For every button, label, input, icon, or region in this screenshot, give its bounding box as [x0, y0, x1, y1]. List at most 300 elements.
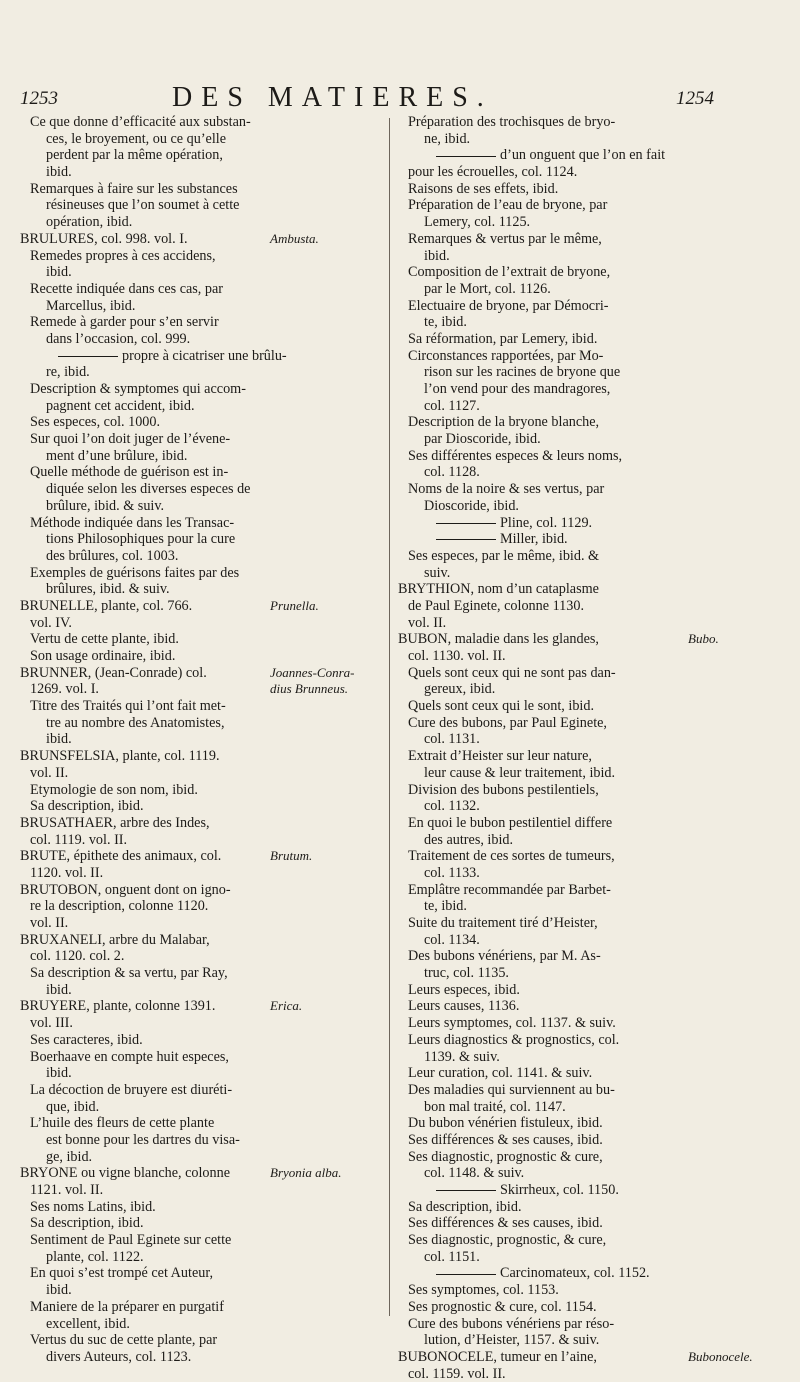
index-entry-line — [20, 1115, 382, 1132]
entry-text: BRUTOBON, onguent dont on igno- — [20, 881, 231, 898]
running-title: DES MATIERES. — [172, 82, 493, 113]
entry-text: est bonne pour les dartres du visa- — [46, 1131, 240, 1148]
index-entry-line — [20, 1015, 382, 1032]
index-entry-heading — [20, 1165, 382, 1182]
index-entry-line — [398, 298, 776, 315]
index-entry-line — [398, 915, 776, 932]
index-entry-line — [20, 248, 382, 265]
index-entry-line — [20, 431, 382, 448]
ditto-dash — [436, 539, 496, 540]
index-entry-line — [20, 331, 382, 348]
index-entry-line — [398, 264, 776, 281]
entry-text: Pline, col. 1129. — [500, 514, 593, 531]
entry-text: Préparation de l’eau de bryone, par — [408, 197, 608, 214]
entry-text: Ses especes, par le même, ibid. & — [408, 547, 600, 564]
index-entry-line — [20, 1182, 382, 1199]
index-entry-line — [20, 264, 382, 281]
entry-text: Ses différences & ses causes, ibid. — [408, 1215, 603, 1232]
index-entry-line — [20, 197, 382, 214]
index-entry-line — [20, 715, 382, 732]
index-entry-line — [398, 1032, 776, 1049]
index-entry-line — [20, 314, 382, 331]
entry-text: BRUNSFELSIA, plante, col. 1119. — [20, 748, 220, 765]
index-entry-line — [398, 314, 776, 331]
index-entry-line — [398, 1199, 776, 1216]
entry-text: excellent, ibid. — [46, 1315, 130, 1332]
entry-text: col. 1134. — [424, 931, 480, 948]
index-entry-line — [398, 197, 776, 214]
index-entry-line — [20, 965, 382, 982]
entry-text: Des maladies qui surviennent au bu- — [408, 1081, 615, 1098]
entry-text: ibid. — [46, 1282, 72, 1299]
entry-text: ibid. — [46, 1065, 72, 1082]
entry-text: Ses caracteres, ibid. — [30, 1031, 143, 1048]
entry-text: tions Philosophiques pour la cure — [46, 531, 236, 548]
index-entry-line — [20, 414, 382, 431]
index-entry-line — [20, 1049, 382, 1066]
entry-text: l’on vend pour des mandragores, — [424, 381, 611, 397]
index-entry-line — [20, 1132, 382, 1149]
index-entry-line — [398, 231, 776, 248]
index-entry-line — [398, 248, 776, 265]
entry-text: BUBON, maladie dans les glandes, — [398, 631, 599, 648]
entry-text: vol. IV. — [30, 614, 72, 631]
entry-text: Quelle méthode de guérison est in- — [30, 464, 229, 481]
entry-text: perdent par la même opération, — [46, 147, 223, 164]
entry-text: Remede à garder pour s’en servir — [30, 314, 219, 331]
index-entry-line — [398, 1232, 776, 1249]
entry-text: Extrait d’Heister sur leur nature, — [408, 748, 592, 765]
entry-text: Quels sont ceux qui ne sont pas dan- — [408, 664, 616, 681]
entry-text: lution, d’Heister, 1157. & suiv. — [424, 1332, 600, 1349]
index-entry-line — [398, 464, 776, 481]
index-entry-line — [20, 531, 382, 548]
index-entry-line — [20, 181, 382, 198]
entry-text: divers Auteurs, col. 1123. — [46, 1348, 192, 1365]
index-entry-line — [398, 1165, 776, 1182]
entry-text: En quoi s’est trompé cet Auteur, — [30, 1265, 214, 1282]
index-entry-heading — [20, 598, 382, 615]
entry-text: Son usage ordinaire, ibid. — [30, 648, 176, 664]
entry-text: Composition de l’extrait de bryone, — [408, 264, 611, 281]
index-entry-line — [20, 548, 382, 565]
entry-text: ment d’une brûlure, ibid. — [46, 447, 188, 464]
entry-text: Ses diagnostic, prognostic & cure, — [408, 1148, 603, 1165]
index-entry-line — [398, 1282, 776, 1299]
margin-latin-name: Ambusta. — [270, 230, 319, 246]
margin-latin-name: dius Brunneus. — [270, 681, 348, 697]
entry-text: Titre des Traités qui l’ont fait met- — [30, 698, 226, 715]
index-entry-line — [398, 431, 776, 448]
entry-text: Préparation des trochisques de bryo- — [408, 114, 616, 130]
index-entry-line — [20, 1349, 382, 1366]
entry-text: Ses différentes especes & leurs noms, — [408, 447, 623, 464]
index-entry-line — [20, 498, 382, 515]
entry-text: Exemples de guérisons faites par des — [30, 564, 240, 581]
entry-text: suiv. — [424, 564, 451, 581]
entry-text: ces, le broyement, ou ce qu’elle — [46, 130, 227, 147]
page-number-left: 1253 — [20, 88, 58, 109]
index-entry-heading — [20, 231, 382, 248]
left-column — [20, 114, 382, 1366]
entry-text: pagnent cet accident, ibid. — [46, 397, 195, 414]
margin-latin-name: Joannes-Conra- — [270, 664, 355, 680]
index-entry-line — [398, 882, 776, 899]
index-entry-line — [398, 1332, 776, 1349]
index-entry-line — [398, 865, 776, 882]
entry-text: BRULURES, col. 998. vol. I. — [20, 230, 188, 247]
index-entry-line — [398, 748, 776, 765]
margin-latin-name: Erica. — [270, 998, 303, 1014]
index-entry-line — [398, 1082, 776, 1099]
entry-text: Etymologie de son nom, ibid. — [30, 781, 198, 798]
entry-text: Dioscoride, ibid. — [424, 497, 519, 514]
entry-text: Traitement de ces sortes de tumeurs, — [408, 848, 615, 865]
margin-latin-name: Brutum. — [270, 848, 313, 864]
index-entry-heading — [20, 748, 382, 765]
index-entry-line — [398, 798, 776, 815]
index-entry-line — [398, 1065, 776, 1082]
entry-text: Emplâtre recommandée par Barbet- — [408, 881, 611, 898]
index-entry-line — [20, 898, 382, 915]
entry-text: Sa description, ibid. — [408, 1198, 522, 1215]
index-entry-line — [398, 1115, 776, 1132]
entry-text: tre au nombre des Anatomistes, — [46, 714, 225, 731]
index-entry-line — [20, 1215, 382, 1232]
entry-text: col. 1132. — [424, 798, 480, 815]
index-entry-line — [20, 681, 382, 698]
index-entry-line — [398, 648, 776, 665]
entry-text: résineuses que l’on soumet à cette — [46, 197, 240, 214]
ditto-dash — [58, 356, 118, 357]
index-entry-line — [398, 1265, 776, 1282]
entry-text: Description & symptomes qui accom- — [30, 381, 246, 397]
index-entry-line — [398, 932, 776, 949]
index-entry-line — [398, 481, 776, 498]
index-entry-line — [20, 381, 382, 398]
index-entry-line — [20, 581, 382, 598]
index-entry-line — [398, 615, 776, 632]
entry-text: Carcinomateux, col. 1152. — [500, 1265, 650, 1282]
index-entry-line — [20, 1249, 382, 1266]
entry-text: Recette indiquée dans ces cas, par — [30, 280, 224, 297]
index-entry-line — [398, 348, 776, 365]
index-entry-line — [398, 1182, 776, 1199]
index-entry-line — [398, 1049, 776, 1066]
ditto-dash — [436, 156, 496, 157]
entry-text: Boerhaave en compte huit especes, — [30, 1048, 229, 1065]
entry-text: La décoction de bruyere est diuréti- — [30, 1081, 233, 1098]
index-entry-line — [20, 1282, 382, 1299]
index-entry-line — [398, 398, 776, 415]
index-entry-line — [20, 615, 382, 632]
entry-text: ibid. — [46, 264, 72, 281]
index-entry-line — [20, 1265, 382, 1282]
entry-text: Sa description & sa vertu, par Ray, — [30, 965, 228, 982]
entry-text: brûlures, ibid. & suiv. — [46, 581, 170, 598]
entry-text: d’un onguent que l’on en fait — [500, 147, 666, 164]
index-entry-line — [398, 848, 776, 865]
entry-text: vol. II. — [30, 915, 69, 931]
index-entry-heading — [20, 882, 382, 899]
entry-text: BRUTE, épithete des animaux, col. — [20, 848, 222, 865]
entry-text: ibid. — [46, 981, 72, 998]
index-entry-line — [20, 398, 382, 415]
index-entry-line — [20, 1082, 382, 1099]
index-entry-heading — [398, 1349, 776, 1366]
index-entry-line — [398, 381, 776, 398]
entry-text: Sur quoi l’on doit juger de l’évene- — [30, 431, 231, 448]
index-entry-line — [20, 348, 382, 365]
entry-text: 1139. & suiv. — [424, 1048, 500, 1065]
entry-text: Remarques & vertus par le même, — [408, 230, 602, 247]
index-entry-line — [398, 214, 776, 231]
index-entry-line — [398, 515, 776, 532]
entry-text: diquée selon les diverses especes de — [46, 481, 251, 498]
entry-text: ibid. — [46, 164, 72, 181]
entry-text: plante, col. 1122. — [46, 1248, 144, 1265]
index-entry-line — [398, 1015, 776, 1032]
index-entry-line — [20, 298, 382, 315]
entry-text: des brûlures, col. 1003. — [46, 547, 179, 564]
entry-text: col. 1133. — [424, 864, 480, 881]
entry-text: que, ibid. — [46, 1098, 100, 1115]
index-entry-line — [398, 731, 776, 748]
entry-text: Ses especes, col. 1000. — [30, 414, 161, 431]
entry-text: Sa description, ibid. — [30, 798, 144, 815]
index-entry-line — [20, 1032, 382, 1049]
index-entry-line — [398, 1149, 776, 1166]
entry-text: Leurs symptomes, col. 1137. & suiv. — [408, 1015, 616, 1032]
entry-text: Sentiment de Paul Eginete sur cette — [30, 1232, 232, 1249]
entry-text: BRUXANELI, arbre du Malabar, — [20, 931, 210, 948]
index-entry-line — [20, 1149, 382, 1166]
entry-text: rison sur les racines de bryone que — [424, 364, 621, 381]
index-entry-line — [398, 815, 776, 832]
entry-text: Ce que donne d’efficacité aux substan- — [30, 114, 251, 130]
index-entry-line — [398, 681, 776, 698]
entry-text: BRUYERE, plante, colonne 1391. — [20, 998, 216, 1015]
entry-text: de Paul Eginete, colonne 1130. — [408, 597, 584, 614]
entry-text: col. 1130. vol. II. — [408, 648, 506, 664]
entry-text: 1269. vol. I. — [30, 681, 99, 698]
index-entry-line — [398, 1299, 776, 1316]
entry-text: col. 1151. — [424, 1248, 480, 1265]
entry-text: Ses prognostic & cure, col. 1154. — [408, 1298, 597, 1315]
index-entry-line — [398, 164, 776, 181]
entry-text: Description de la bryone blanche, — [408, 414, 600, 431]
index-entry-line — [20, 147, 382, 164]
entry-text: BUBONOCELE, tumeur en l’aine, — [398, 1348, 597, 1365]
index-entry-line — [398, 832, 776, 849]
entry-text: des autres, ibid. — [424, 831, 514, 848]
index-entry-heading — [20, 848, 382, 865]
entry-text: BRYTHION, nom d’un cataplasme — [398, 581, 599, 598]
index-entry-line — [20, 131, 382, 148]
entry-text: Ses différences & ses causes, ibid. — [408, 1131, 603, 1148]
entry-text: Skirrheux, col. 1150. — [500, 1182, 619, 1198]
entry-text: Cure des bubons vénériens par réso- — [408, 1315, 615, 1332]
index-entry-line — [398, 565, 776, 582]
entry-text: Electuaire de bryone, par Démocri- — [408, 297, 609, 314]
index-entry-line — [398, 665, 776, 682]
index-entry-line — [20, 1232, 382, 1249]
index-entry-line — [398, 782, 776, 799]
index-entry-line — [398, 331, 776, 348]
index-entry-heading — [398, 631, 776, 648]
entry-text: Remarques à faire sur les substances — [30, 180, 238, 197]
index-entry-line — [20, 114, 382, 131]
entry-text: col. 1119. vol. II. — [30, 831, 128, 848]
entry-text: col. 1148. & suiv. — [424, 1165, 525, 1182]
entry-text: Cure des bubons, par Paul Eginete, — [408, 714, 607, 731]
entry-text: gereux, ibid. — [424, 681, 496, 698]
entry-text: vol. II. — [408, 614, 447, 631]
entry-text: Leurs especes, ibid. — [408, 981, 520, 998]
entry-text: col. 1159. vol. II. — [408, 1365, 506, 1382]
index-entry-line — [398, 598, 776, 615]
index-entry-line — [20, 1316, 382, 1333]
index-entry-line — [20, 765, 382, 782]
index-entry-line — [398, 364, 776, 381]
right-column — [398, 114, 776, 1382]
index-entry-line — [398, 948, 776, 965]
entry-text: Maniere de la préparer en purgatif — [30, 1298, 224, 1315]
entry-text: opération, ibid. — [46, 214, 133, 231]
entry-text: Lemery, col. 1125. — [424, 214, 531, 231]
entry-text: ne, ibid. — [424, 130, 471, 147]
entry-text: re la description, colonne 1120. — [30, 898, 209, 915]
entry-text: col. 1131. — [424, 731, 480, 748]
index-entry-line — [20, 798, 382, 815]
index-entry-line — [20, 1299, 382, 1316]
index-entry-line — [20, 731, 382, 748]
page-header — [0, 78, 800, 118]
page-number-right: 1254 — [676, 88, 714, 109]
ditto-dash — [436, 1190, 496, 1191]
entry-text: Remedes propres à ces accidens, — [30, 247, 216, 264]
entry-text: BRUSATHAER, arbre des Indes, — [20, 814, 210, 831]
entry-text: dans l’occasion, col. 999. — [46, 330, 191, 347]
entry-text: pour les écrouelles, col. 1124. — [408, 164, 578, 181]
index-entry-line — [20, 1099, 382, 1116]
index-entry-line — [20, 698, 382, 715]
entry-text: BRUNELLE, plante, col. 766. — [20, 597, 193, 614]
entry-text: Sa description, ibid. — [30, 1215, 144, 1232]
column-divider — [389, 118, 390, 1316]
entry-text: En quoi le bubon pestilentiel differe — [408, 814, 613, 831]
entry-text: Méthode indiquée dans les Transac- — [30, 514, 235, 531]
index-entry-line — [20, 948, 382, 965]
index-entry-heading — [398, 581, 776, 598]
index-entry-line — [398, 1249, 776, 1266]
entry-text: 1121. vol. II. — [30, 1182, 104, 1198]
entry-text: vol. II. — [30, 764, 69, 781]
index-entry-line — [20, 915, 382, 932]
index-entry-line — [398, 181, 776, 198]
index-entry-line — [398, 1132, 776, 1149]
entry-text: L’huile des fleurs de cette plante — [30, 1115, 215, 1132]
index-entry-line — [398, 1316, 776, 1333]
entry-text: Sa réformation, par Lemery, ibid. — [408, 330, 598, 347]
entry-text: Vertus du suc de cette plante, par — [30, 1332, 218, 1349]
entry-text: BRUNNER, (Jean-Conrade) col. — [20, 664, 207, 681]
index-entry-line — [20, 464, 382, 481]
entry-text: Ses diagnostic, prognostic, & cure, — [408, 1232, 607, 1249]
index-entry-line — [398, 715, 776, 732]
index-entry-line — [398, 982, 776, 999]
entry-text: col. 1128. — [424, 464, 480, 481]
index-entry-line — [20, 782, 382, 799]
index-entry-line — [398, 498, 776, 515]
entry-text: truc, col. 1135. — [424, 965, 509, 982]
entry-text: Quels sont ceux qui le sont, ibid. — [408, 698, 594, 715]
entry-text: Leur curation, col. 1141. & suiv. — [408, 1065, 593, 1082]
entry-text: Ses symptomes, col. 1153. — [408, 1282, 559, 1299]
entry-text: col. 1120. col. 2. — [30, 948, 125, 965]
index-entry-line — [398, 898, 776, 915]
index-entry-line — [398, 1366, 776, 1382]
index-entry-line — [398, 1215, 776, 1232]
entry-text: Du bubon vénérien fistuleux, ibid. — [408, 1115, 603, 1132]
index-entry-line — [398, 548, 776, 565]
index-entry-heading — [20, 665, 382, 682]
entry-text: par le Mort, col. 1126. — [424, 280, 551, 297]
index-entry-line — [398, 765, 776, 782]
index-entry-line — [20, 364, 382, 381]
index-entry-line — [398, 281, 776, 298]
index-entry-line — [20, 448, 382, 465]
index-entry-line — [20, 865, 382, 882]
index-entry-line — [20, 515, 382, 532]
entry-text: Circonstances rapportées, par Mo- — [408, 347, 604, 364]
index-entry-line — [398, 114, 776, 131]
index-entry-line — [398, 965, 776, 982]
entry-text: ibid. — [46, 731, 72, 748]
index-entry-line — [398, 1099, 776, 1116]
index-entry-line — [20, 1332, 382, 1349]
margin-latin-name: Bubo. — [688, 631, 719, 647]
entry-text: ibid. — [424, 247, 450, 264]
entry-text: leur cause & leur traitement, ibid. — [424, 764, 616, 781]
entry-text: vol. III. — [30, 1015, 73, 1032]
entry-text: te, ibid. — [424, 314, 467, 331]
index-entry-line — [398, 531, 776, 548]
entry-text: Noms de la noire & ses vertus, par — [408, 481, 605, 498]
entry-text: 1120. vol. II. — [30, 864, 104, 881]
index-entry-line — [398, 147, 776, 164]
index-entry-heading — [20, 932, 382, 949]
entry-text: Marcellus, ibid. — [46, 297, 136, 314]
entry-text: brûlure, ibid. & suiv. — [46, 497, 165, 514]
index-entry-line — [20, 648, 382, 665]
index-entry-line — [20, 565, 382, 582]
entry-text: Leurs diagnostics & prognostics, col. — [408, 1031, 620, 1048]
index-entry-line — [398, 448, 776, 465]
index-entry-line — [20, 281, 382, 298]
entry-text: BRYONE ou vigne blanche, colonne — [20, 1165, 231, 1182]
index-entry-line — [20, 631, 382, 648]
entry-text: Miller, ibid. — [500, 531, 568, 548]
index-entry-line — [20, 1065, 382, 1082]
entry-text: par Dioscoride, ibid. — [424, 431, 541, 448]
index-entry-line — [398, 131, 776, 148]
entry-text: ge, ibid. — [46, 1148, 93, 1165]
index-entry-line — [20, 214, 382, 231]
entry-text: Raisons de ses effets, ibid. — [408, 180, 559, 197]
entry-text: Vertu de cette plante, ibid. — [30, 631, 179, 648]
index-entry-heading — [20, 998, 382, 1015]
